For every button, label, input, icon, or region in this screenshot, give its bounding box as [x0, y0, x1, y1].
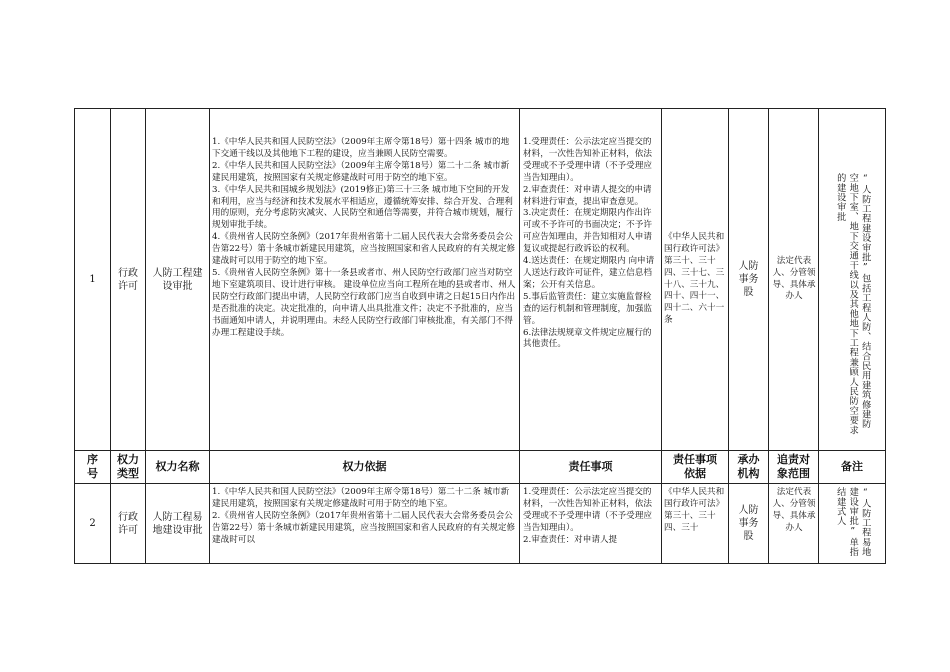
row1-duty-basis: 《中华人民共和国行政许可法》第三十、三十四、三十七、三十八、三十九、四十、四十一、四十二、六十一条	[664, 231, 725, 326]
row2-duty	[523, 487, 659, 563]
table-border	[74, 563, 886, 564]
duty-item: 2.审查责任：对申请人提	[523, 534, 618, 545]
row1-basis	[212, 137, 517, 437]
table-border	[728, 108, 729, 564]
basis-item: 1.《中华人民共和国人民防空法》（2009年主席令第18号）第二十二条 城市新建民用建筑，按照国家有关规定修建战时可用于防空的地下室。	[212, 487, 510, 509]
row2-note: “人防工程易地建设审批”单指结建式人	[834, 487, 871, 557]
header-scope: 追责对象范围	[777, 453, 810, 480]
duty-item: 1.受理责任：公示法定应当提交的材料，一次性告知补正材料，依法受理或不予受理申请（不予受理应当告知理由）。	[523, 487, 652, 533]
header-duty-basis: 责任事项依据	[673, 453, 717, 480]
duty-item: 4.送达责任：在规定期限内 向申请人送达行政许可证件，建立信息档案；公开有关信息。	[523, 256, 655, 290]
row1-note: “人防工程建设审批”包括工程人防、结合民用建筑修建防空地下室、地下交通干线以及其他地下工程兼顾人民防空要求的建设审批	[834, 173, 871, 435]
header-duty: 责任事项	[568, 460, 613, 473]
table-border	[885, 108, 886, 564]
basis-item: 1.《中华人民共和国人民防空法》（2009年主席令第18号）第十四条 城市的地下交通干线以及其他地下工程的建设，应当兼顾人民防空需要。	[212, 137, 510, 159]
basis-item: 4.《贵州省人民防空条例》（2017年贵州省第十二届人民代表大会常务委员会公告第22号）第十条城市新建民用建筑，应当按照国家和省人民政府的有关规定修建战时可以用于防空的地下室。	[212, 232, 516, 267]
table-border	[661, 108, 662, 564]
header-agency: 承办机构	[737, 453, 760, 480]
header-note: 备注	[841, 460, 863, 473]
row2-name: 人防工程易地建设审批	[152, 511, 203, 536]
row2-index: 2	[89, 518, 96, 529]
duty-item: 5.事后监管责任：建立实施监督检查的运行机制和管理制度，加强监管。	[523, 291, 652, 326]
row2-agency: 人防事务股	[738, 505, 759, 542]
table-border	[818, 108, 819, 564]
row2-duty-basis: 《中华人民共和国行政许可法》第三十、三十四、三十	[664, 487, 725, 533]
row1-duty	[523, 137, 659, 437]
duty-item: 1.受理责任：公示法定应当提交的材料，一次性告知补正材料，依法受理或不予受理申请（不予受理应当告知理由）。	[523, 137, 652, 183]
table-border	[209, 108, 210, 564]
basis-item: 2.《贵州省人民防空条例》（2017年贵州省第十二届人民代表大会常务委员会公告第22号）第十条城市新建民用建筑，应当按照国家和省人民政府的有关规定修建战时可以	[212, 510, 516, 545]
header-basis: 权力依据	[342, 460, 387, 473]
basis-item: 2.《中华人民共和国人民防空法》（2009年主席令第18号）第二十二条 城市新建民用建筑，按照国家有关规定修建战时可用于防空的地下室。	[212, 160, 510, 183]
row1-name: 人防工程建设审批	[152, 267, 203, 292]
header-index: 序号	[87, 453, 98, 480]
basis-item: 5.《贵州省人民防空条例》第十一条县或者市、州人民防空行政部门应当对防空地下室建筑项目、设计进行审核。 建设单位应当向工程所在地的县或者市、州人民防空行政部门提出申请，人民防空行政部门应当自收到申请之日起15日内作出是否批准的决定。决定批准的，向申请人出具批准文件；决定不予批准的，应当书面通知申请人，并说明理由。未经人民防空行政部门审核批准，有关部门不得办理工程建设手续。	[212, 267, 516, 338]
row1-index: 1	[89, 274, 96, 285]
row1-type: 行政许可	[118, 267, 138, 292]
table-border	[768, 108, 769, 564]
row2-type: 行政许可	[118, 511, 138, 536]
row2-basis	[212, 487, 517, 563]
header-name: 权力名称	[155, 460, 200, 473]
basis-item: 3.《中华人民共和国城乡规划法》(2019修正)第三十三条 城市地下空间的开发和利用，应当与经济和技术发展水平相适应，遵循统筹安排、综合开发、合理利用的原则，充分考虑防灾减灾、人民防空和通信等需要，并符合城市规划，履行规划审批手续。	[212, 184, 513, 231]
header-type: 权力类型	[117, 453, 139, 480]
duty-item: 2.审查责任：对申请人提交的申请材料进行审查，提出审查意见。	[523, 184, 652, 207]
row1-scope: 法定代表人、分管领导、具体承办人	[772, 255, 816, 302]
duty-item: 6.法律法规规章文件规定应履行的其他责任。	[523, 327, 652, 350]
duty-item: 3.决定责任：在规定期限内作出许可或不予许可的书面决定；不予许可应告知理由，并告知相对人申请复议或提起行政诉讼的权利。	[523, 208, 652, 255]
row2-scope: 法定代表人、分管领导、具体承办人	[772, 487, 816, 533]
table-border	[519, 108, 520, 564]
row1-agency: 人防事务股	[738, 261, 759, 298]
